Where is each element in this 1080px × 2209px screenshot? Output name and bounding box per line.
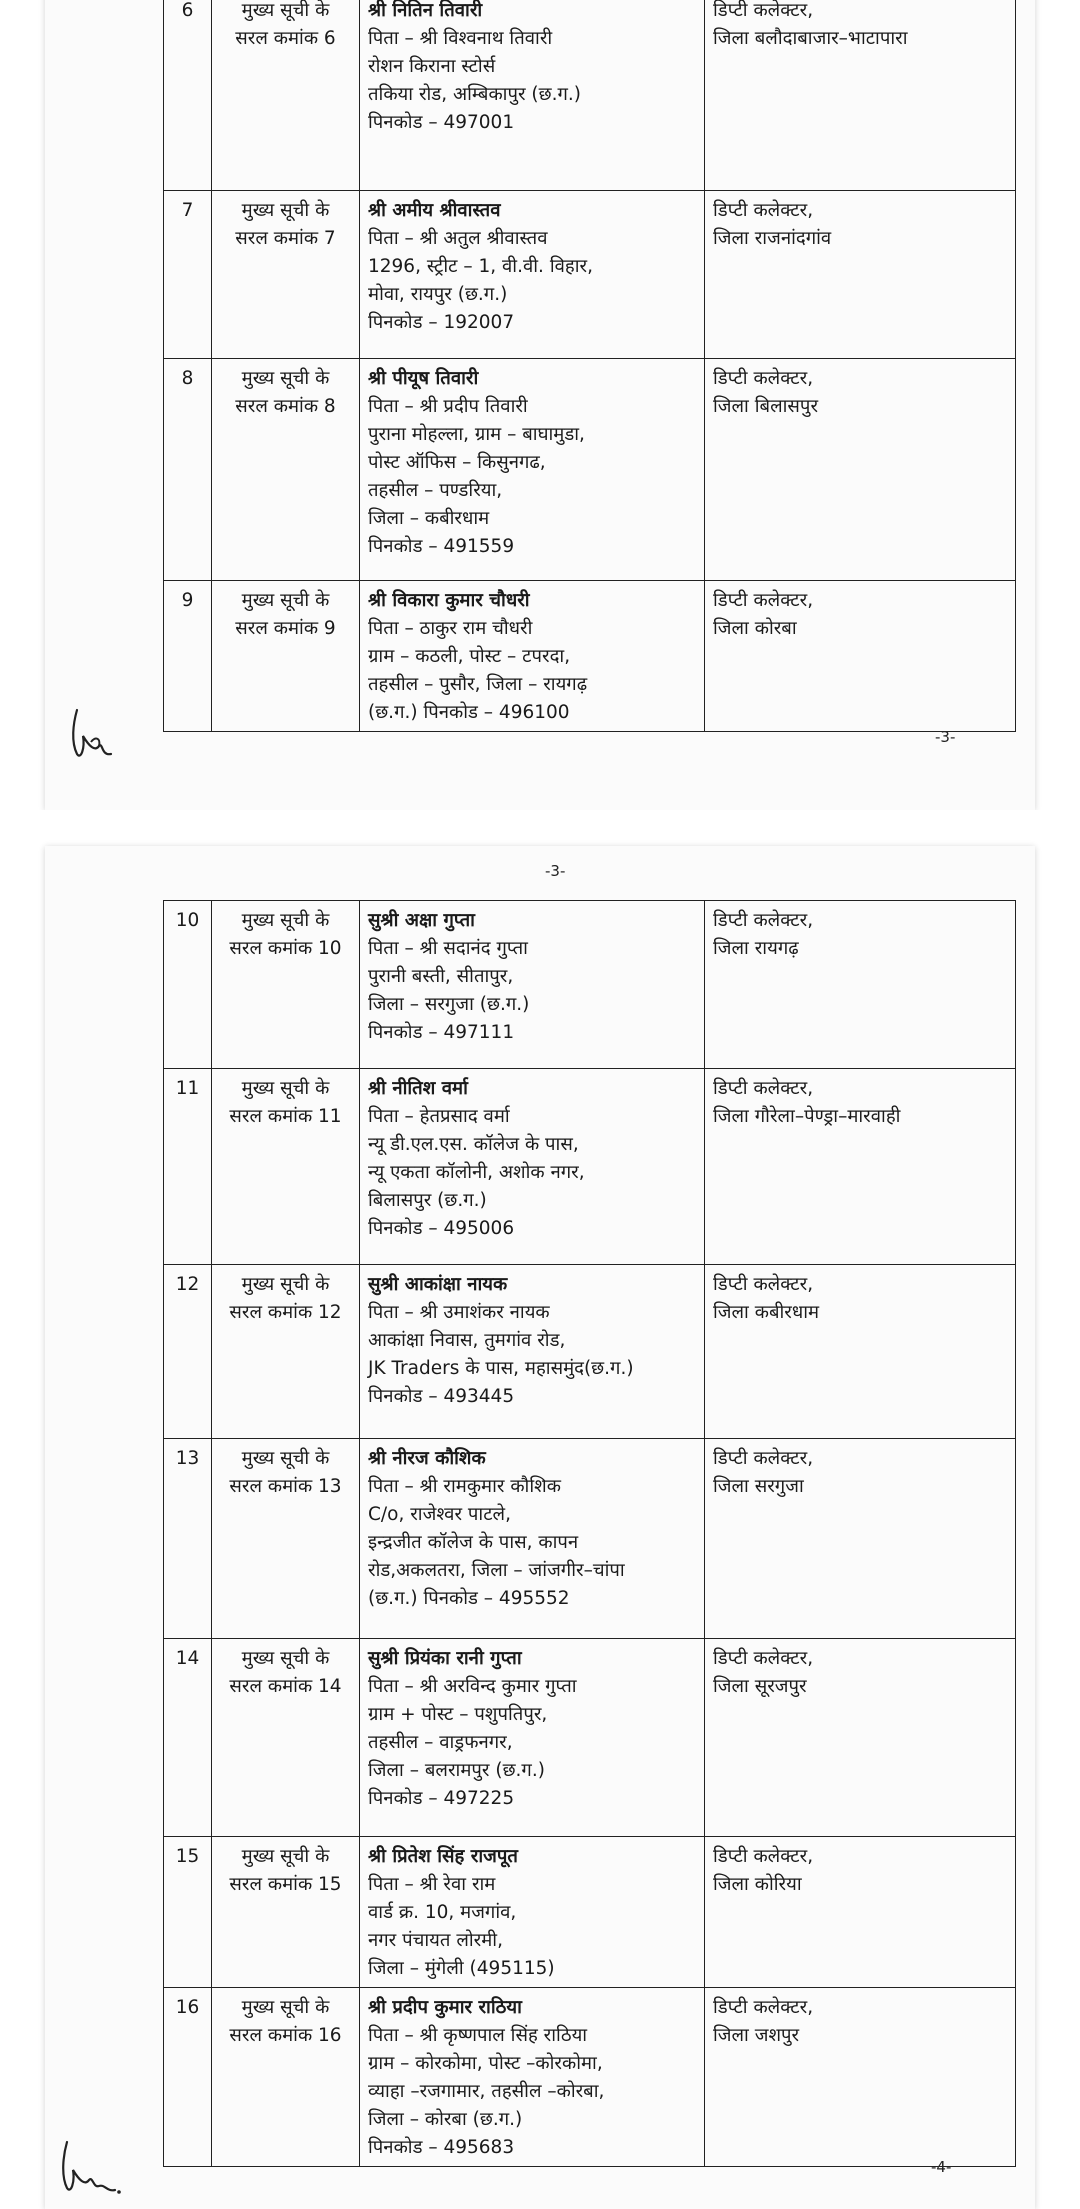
address-line: तहसील – पण्डरिया, bbox=[368, 480, 503, 501]
address-line: रोड,अकलतरा, जिला – जांजगीर–चांपा bbox=[368, 1560, 625, 1581]
address-line: जिला – मुंगेली (495115) bbox=[368, 1958, 555, 1979]
candidate-name: सुश्री प्रियंका रानी गुप्ता bbox=[368, 1648, 522, 1669]
reference-line: सरल कमांक 13 bbox=[229, 1476, 342, 1497]
address-line: ग्राम – कठली, पोस्ट – टपरदा, bbox=[368, 646, 571, 667]
reference-line: सरल कमांक 14 bbox=[229, 1676, 342, 1697]
address-line: जिला – कोरबा (छ.ग.) bbox=[368, 2109, 523, 2130]
address-line: जिला – बलरामपुर (छ.ग.) bbox=[368, 1760, 545, 1781]
posting-district: जिला सूरजपुर bbox=[713, 1676, 807, 1697]
address-line: पिता – श्री अरविन्द कुमार गुप्ता bbox=[368, 1676, 577, 1697]
post-title: डिप्टी कलेक्टर, bbox=[713, 1078, 814, 1099]
post-title: डिप्टी कलेक्टर, bbox=[713, 368, 814, 389]
address-line: आकांक्षा निवास, तुमगांव रोड, bbox=[368, 1330, 566, 1351]
serial-number: 6 bbox=[164, 0, 212, 191]
main-list-reference bbox=[212, 1265, 360, 1439]
address-line: नगर पंचायत लोरमी, bbox=[368, 1930, 503, 1951]
reference-line: सरल कमांक 15 bbox=[229, 1874, 342, 1895]
serial-number: 8 bbox=[164, 359, 212, 581]
reference-line: मुख्य सूची के bbox=[241, 1274, 330, 1295]
address-line: पिता – ठाकुर राम चौधरी bbox=[368, 618, 533, 639]
document-page-1 bbox=[45, 0, 1035, 810]
candidate-details bbox=[360, 581, 705, 732]
address-line: रोशन किराना स्टोर्स bbox=[368, 56, 496, 77]
candidate-details bbox=[360, 359, 705, 581]
posting-district: जिला कोरिया bbox=[713, 1874, 802, 1895]
posting-district: जिला जशपुर bbox=[713, 2025, 800, 2046]
main-list-reference bbox=[212, 0, 360, 191]
post-title: डिप्टी कलेक्टर, bbox=[713, 1448, 814, 1469]
candidate-details bbox=[360, 1069, 705, 1265]
candidate-name: श्री नीरज कौशिक bbox=[368, 1448, 486, 1469]
reference-line: मुख्य सूची के bbox=[241, 1648, 330, 1669]
table-row bbox=[164, 901, 1016, 1069]
serial-number: 10 bbox=[164, 901, 212, 1069]
address-line: (छ.ग.) पिनकोड – 495552 bbox=[368, 1588, 570, 1609]
address-line: जिला – सरगुजा (छ.ग.) bbox=[368, 994, 530, 1015]
reference-line: सरल कमांक 9 bbox=[235, 618, 336, 639]
signature-initials bbox=[65, 702, 119, 768]
signature-initials-2 bbox=[57, 2136, 127, 2202]
reference-line: मुख्य सूची के bbox=[241, 1078, 330, 1099]
page-number-header: -3- bbox=[545, 862, 566, 880]
address-line: तहसील – पुसौर, जिला – रायगढ़ bbox=[368, 674, 588, 695]
address-line: पिता – श्री उमाशंकर नायक bbox=[368, 1302, 550, 1323]
serial-number: 12 bbox=[164, 1265, 212, 1439]
table-row bbox=[164, 0, 1016, 191]
serial-number: 7 bbox=[164, 191, 212, 359]
candidate-name: श्री विकारा कुमार चौधरी bbox=[368, 590, 530, 611]
address-line: व्याहा –रजगामार, तहसील –कोरबा, bbox=[368, 2081, 605, 2102]
address-line: पिता – श्री रामकुमार कौशिक bbox=[368, 1476, 561, 1497]
table-row bbox=[164, 581, 1016, 732]
address-line: 1296, स्ट्रीट – 1, वी.वी. विहार, bbox=[368, 256, 593, 277]
post-title: डिप्टी कलेक्टर, bbox=[713, 1274, 814, 1295]
posting bbox=[705, 1837, 1016, 1988]
address-line: जिला – कबीरधाम bbox=[368, 508, 490, 529]
posting-district: जिला गौरेला–पेण्ड्रा–मारवाही bbox=[713, 1106, 901, 1127]
main-list-reference bbox=[212, 581, 360, 732]
table-row bbox=[164, 191, 1016, 359]
address-line: JK Traders के पास, महासमुंद(छ.ग.) bbox=[368, 1358, 634, 1379]
address-line: मोवा, रायपुर (छ.ग.) bbox=[368, 284, 508, 305]
address-line: पिता – श्री अतुल श्रीवास्तव bbox=[368, 228, 548, 249]
table-row bbox=[164, 1837, 1016, 1988]
posting-district: जिला बलौदाबाजार–भाटापारा bbox=[713, 28, 908, 49]
address-line: पिनकोड – 497225 bbox=[368, 1788, 515, 1809]
posting bbox=[705, 1639, 1016, 1837]
reference-line: सरल कमांक 16 bbox=[229, 2025, 342, 2046]
candidate-details bbox=[360, 901, 705, 1069]
address-line: बिलासपुर (छ.ग.) bbox=[368, 1190, 487, 1211]
address-line: पिता – श्री कृष्णपाल सिंह राठिया bbox=[368, 2025, 588, 2046]
candidate-details bbox=[360, 1837, 705, 1988]
address-line: C/o, राजेश्वर पाटले, bbox=[368, 1504, 511, 1525]
main-list-reference bbox=[212, 901, 360, 1069]
address-line: पिनकोड – 493445 bbox=[368, 1386, 515, 1407]
address-line: ग्राम – कोरकोमा, पोस्ट –कोरकोमा, bbox=[368, 2053, 603, 2074]
reference-line: सरल कमांक 10 bbox=[229, 938, 342, 959]
main-list-reference bbox=[212, 1837, 360, 1988]
main-list-reference bbox=[212, 1069, 360, 1265]
document-page-2 bbox=[45, 846, 1035, 2209]
posting-district: जिला कबीरधाम bbox=[713, 1302, 820, 1323]
address-line: वार्ड क्र. 10, मजगांव, bbox=[368, 1902, 517, 1923]
candidate-name: श्री अमीय श्रीवास्तव bbox=[368, 200, 501, 221]
table-row bbox=[164, 1988, 1016, 2167]
reference-line: मुख्य सूची के bbox=[241, 0, 330, 21]
page-number-footer: -3- bbox=[935, 728, 956, 746]
reference-line: मुख्य सूची के bbox=[241, 1448, 330, 1469]
reference-line: मुख्य सूची के bbox=[241, 590, 330, 611]
reference-line: सरल कमांक 12 bbox=[229, 1302, 342, 1323]
main-list-reference bbox=[212, 191, 360, 359]
serial-number: 16 bbox=[164, 1988, 212, 2167]
candidate-details bbox=[360, 1988, 705, 2167]
table-row bbox=[164, 1265, 1016, 1439]
posting-district: जिला बिलासपुर bbox=[713, 396, 819, 417]
reference-line: मुख्य सूची के bbox=[241, 368, 330, 389]
table-row bbox=[164, 1439, 1016, 1639]
post-title: डिप्टी कलेक्टर, bbox=[713, 910, 814, 931]
posting-district: जिला रायगढ़ bbox=[713, 938, 799, 959]
post-title: डिप्टी कलेक्टर, bbox=[713, 1648, 814, 1669]
address-line: पुराना मोहल्ला, ग्राम – बाघामुडा, bbox=[368, 424, 585, 445]
reference-line: सरल कमांक 11 bbox=[229, 1106, 342, 1127]
candidate-details bbox=[360, 1639, 705, 1837]
table-row bbox=[164, 1639, 1016, 1837]
serial-number: 9 bbox=[164, 581, 212, 732]
posting bbox=[705, 191, 1016, 359]
address-line: पिनकोड – 491559 bbox=[368, 536, 515, 557]
reference-line: मुख्य सूची के bbox=[241, 910, 330, 931]
reference-line: सरल कमांक 6 bbox=[235, 28, 336, 49]
post-title: डिप्टी कलेक्टर, bbox=[713, 590, 814, 611]
serial-number: 11 bbox=[164, 1069, 212, 1265]
candidate-name: सुश्री अक्षा गुप्ता bbox=[368, 910, 475, 931]
address-line: तकिया रोड, अम्बिकापुर (छ.ग.) bbox=[368, 84, 582, 105]
reference-line: सरल कमांक 8 bbox=[235, 396, 336, 417]
address-line: न्यू डी.एल.एस. कॉलेज के पास, bbox=[368, 1134, 579, 1155]
candidate-name: श्री प्रदीप कुमार राठिया bbox=[368, 1997, 522, 2018]
table-row bbox=[164, 359, 1016, 581]
candidate-details bbox=[360, 0, 705, 191]
address-line: तहसील – वाड्रफनगर, bbox=[368, 1732, 513, 1753]
candidate-name: सुश्री आकांक्षा नायक bbox=[368, 1274, 508, 1295]
post-title: डिप्टी कलेक्टर, bbox=[713, 200, 814, 221]
posting bbox=[705, 359, 1016, 581]
allotment-table-page-2 bbox=[163, 900, 1016, 2167]
reference-line: मुख्य सूची के bbox=[241, 1846, 330, 1867]
address-line: इन्द्रजीत कॉलेज के पास, कापन bbox=[368, 1532, 579, 1553]
address-line: पिनकोड – 497111 bbox=[368, 1022, 515, 1043]
posting bbox=[705, 1988, 1016, 2167]
address-line: पोस्ट ऑफिस – किसुनगढ, bbox=[368, 452, 546, 473]
reference-line: मुख्य सूची के bbox=[241, 200, 330, 221]
page-number-footer-2: -4- bbox=[931, 2158, 952, 2176]
allotment-table-page-1 bbox=[163, 0, 1016, 732]
candidate-details bbox=[360, 1265, 705, 1439]
post-title: डिप्टी कलेक्टर, bbox=[713, 1997, 814, 2018]
reference-line: सरल कमांक 7 bbox=[235, 228, 336, 249]
candidate-details bbox=[360, 191, 705, 359]
candidate-name: श्री नितिन तिवारी bbox=[368, 0, 483, 21]
candidate-details bbox=[360, 1439, 705, 1639]
serial-number: 14 bbox=[164, 1639, 212, 1837]
posting bbox=[705, 901, 1016, 1069]
address-line: पिता – श्री प्रदीप तिवारी bbox=[368, 396, 528, 417]
candidate-name: श्री प्रितेश सिंह राजपूत bbox=[368, 1846, 518, 1867]
posting-district: जिला कोरबा bbox=[713, 618, 797, 639]
posting bbox=[705, 1439, 1016, 1639]
candidate-name: श्री पीयूष तिवारी bbox=[368, 368, 479, 389]
serial-number: 13 bbox=[164, 1439, 212, 1639]
address-line: पिनकोड – 497001 bbox=[368, 112, 515, 133]
posting bbox=[705, 581, 1016, 732]
posting bbox=[705, 1265, 1016, 1439]
address-line: (छ.ग.) पिनकोड – 496100 bbox=[368, 702, 570, 723]
address-line: पिनकोड – 495683 bbox=[368, 2137, 515, 2158]
posting bbox=[705, 1069, 1016, 1265]
reference-line: मुख्य सूची के bbox=[241, 1997, 330, 2018]
posting-district: जिला राजनांदगांव bbox=[713, 228, 832, 249]
posting-district: जिला सरगुजा bbox=[713, 1476, 804, 1497]
address-line: पिता – हेतप्रसाद वर्मा bbox=[368, 1106, 510, 1127]
address-line: पिनकोड – 192007 bbox=[368, 312, 515, 333]
main-list-reference bbox=[212, 1988, 360, 2167]
address-line: पिता – श्री विश्वनाथ तिवारी bbox=[368, 28, 553, 49]
main-list-reference bbox=[212, 1639, 360, 1837]
post-title: डिप्टी कलेक्टर, bbox=[713, 1846, 814, 1867]
main-list-reference bbox=[212, 359, 360, 581]
address-line: ग्राम + पोस्ट – पशुपतिपुर, bbox=[368, 1704, 548, 1725]
posting bbox=[705, 0, 1016, 191]
candidate-name: श्री नीतिश वर्मा bbox=[368, 1078, 468, 1099]
address-line: पिता – श्री सदानंद गुप्ता bbox=[368, 938, 528, 959]
address-line: पुरानी बस्ती, सीतापुर, bbox=[368, 966, 514, 987]
serial-number: 15 bbox=[164, 1837, 212, 1988]
main-list-reference bbox=[212, 1439, 360, 1639]
address-line: पिनकोड – 495006 bbox=[368, 1218, 515, 1239]
table-row bbox=[164, 1069, 1016, 1265]
post-title: डिप्टी कलेक्टर, bbox=[713, 0, 814, 21]
address-line: पिता – श्री रेवा राम bbox=[368, 1874, 496, 1895]
address-line: न्यू एकता कॉलोनी, अशोक नगर, bbox=[368, 1162, 585, 1183]
